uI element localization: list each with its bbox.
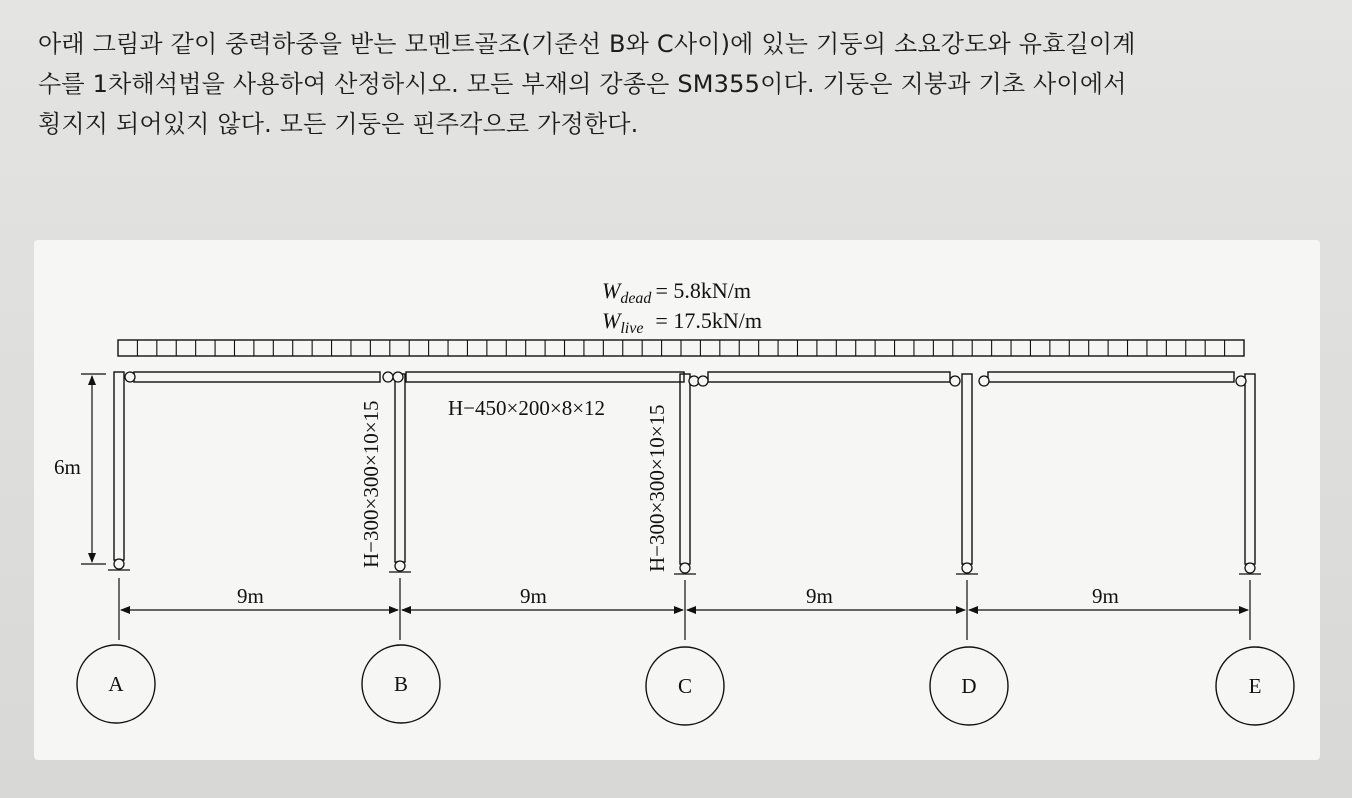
column-c <box>680 374 690 564</box>
pinned-supports <box>108 559 1261 574</box>
grid-label-d: D <box>961 674 977 698</box>
pin-d-right <box>979 376 989 386</box>
dead-load-label: $W_{dead} = 5.8kN/m$ <box>602 278 751 307</box>
pin-b-right <box>393 372 403 382</box>
span-dimensions <box>119 578 1250 640</box>
beam-ab <box>134 372 380 382</box>
problem-statement <box>38 24 1328 144</box>
base-pin-d <box>962 563 972 573</box>
column-section-label-b: H−300×300×10×15 <box>359 400 383 568</box>
grid-label-a: A <box>108 672 124 696</box>
distributed-load <box>118 340 1244 356</box>
base-pin-b <box>395 561 405 571</box>
live-load-label: $W_{live} = 17.5kN/m$ <box>602 308 762 337</box>
grid-label-b: B <box>393 672 409 696</box>
grid-label-c: C <box>677 674 693 698</box>
column-a <box>114 372 124 560</box>
column-d <box>962 374 972 564</box>
pin-b-left <box>383 372 393 382</box>
problem-line-3: 횡지지 되어있지 않다. 모든 기둥은 핀주각으로 가정한다. <box>38 110 639 138</box>
span-label-ab: 9m <box>237 584 264 608</box>
column-b <box>395 374 405 562</box>
base-pin-a <box>114 559 124 569</box>
problem-line-2: 수를 1차해석법을 사용하여 산정하시오. 모든 부재의 강종은 SM355이다. 기둥은 지붕과 기초 사이에서 <box>38 70 1127 98</box>
column-e <box>1245 374 1255 564</box>
span-label-de: 9m <box>1092 584 1119 608</box>
beam-cd <box>708 372 950 382</box>
base-pin-e <box>1245 563 1255 573</box>
beam-section-label: H−450×200×8×12 <box>448 396 606 420</box>
height-dimension <box>81 374 106 564</box>
problem-line-1: 아래 그림과 같이 중력하중을 받는 모멘트골조(기준선 B와 C사이)에 있는 기둥의 소요강도와 유효길이계 <box>38 30 1136 58</box>
grid-label-e: E <box>1248 674 1262 698</box>
columns <box>114 372 1255 564</box>
pin-d-left <box>950 376 960 386</box>
pin-a <box>125 372 135 382</box>
pin-e <box>1236 376 1246 386</box>
column-section-label-c: H−300×300×10×15 <box>645 404 669 572</box>
beam-de <box>988 372 1234 382</box>
frame-figure <box>34 240 1320 760</box>
pin-c-right <box>698 376 708 386</box>
beam-bc <box>406 372 684 382</box>
height-label: 6m <box>54 455 81 479</box>
base-pin-c <box>680 563 690 573</box>
frame-diagram <box>34 240 1320 760</box>
span-label-cd: 9m <box>806 584 833 608</box>
span-label-bc: 9m <box>520 584 547 608</box>
